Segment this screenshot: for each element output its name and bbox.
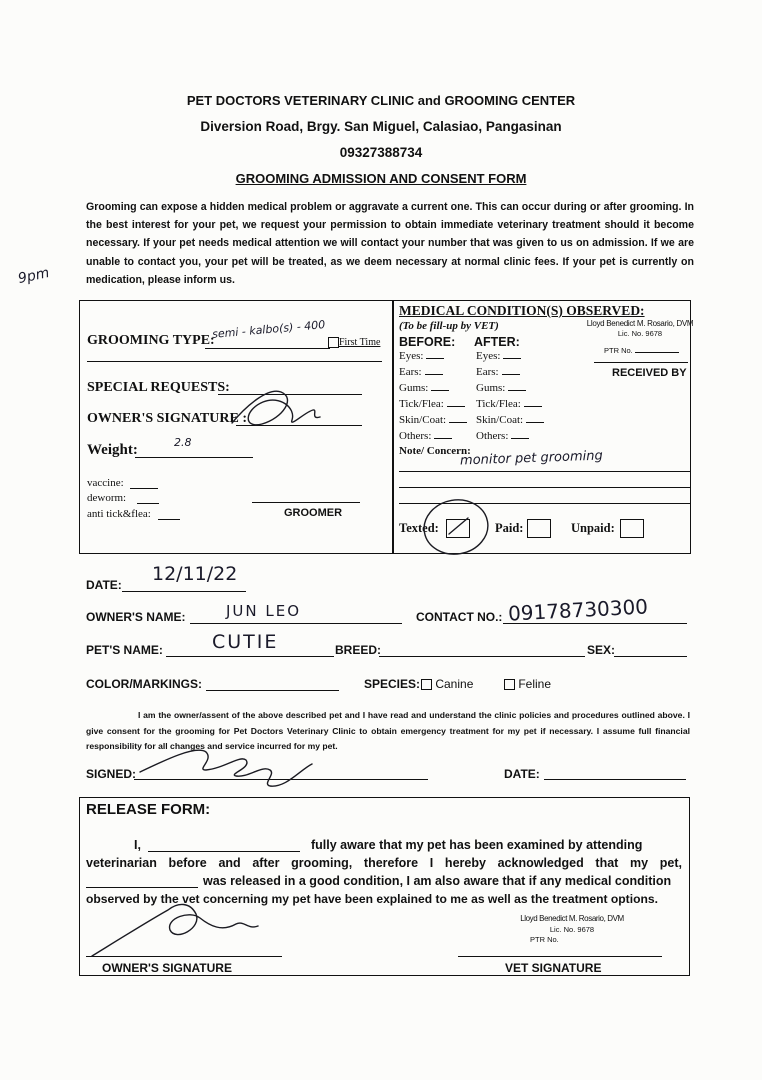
canine-label: Canine — [435, 677, 474, 691]
signed-signature-scribble — [140, 750, 312, 786]
medical-row-label: Tick/Flea: — [399, 398, 444, 410]
medical-row-label: Tick/Flea: — [476, 398, 521, 410]
signed-label: SIGNED: — [86, 767, 137, 781]
note-value: monitor pet grooming — [459, 448, 603, 469]
medical-row-after — [476, 366, 520, 378]
medical-row-blank[interactable] — [431, 390, 449, 391]
medical-row-blank[interactable] — [426, 358, 444, 359]
grooming-type-line2 — [87, 361, 382, 362]
vet-stamp-bottom-ptr: PTR No. — [530, 935, 559, 944]
intro-paragraph: Grooming can expose a hidden medical problem or aggravate a current one. This can occur during or after grooming. In the best interest for your pet, we request your permission to obtain immediate veterinary treatment should it become necessary. If your pet needs medical attention we will contact your number that was given to us on admission. If we are unable to contact you, your pet will be treated, as we deem necessary at normal clinic fees. If your pet is currently on medication, please inform us. — [86, 201, 694, 286]
vet-sig-label: VET SIGNATURE — [505, 961, 602, 975]
weight-value: 2.8 — [174, 436, 192, 449]
medical-row-label: Eyes: — [399, 350, 424, 362]
panel-divider — [392, 300, 394, 553]
release-text-2: veterinarian before and after grooming, therefore I hereby acknowledged that my pet, — [86, 856, 682, 870]
texted-label: Texted: — [399, 521, 439, 535]
medical-row-before — [399, 414, 467, 426]
antitick-line[interactable] — [158, 519, 180, 520]
groomer-line[interactable] — [252, 502, 360, 503]
vet-sig-line[interactable] — [458, 956, 662, 957]
medical-row-before — [399, 382, 449, 394]
medical-title: MEDICAL CONDITION(S) OBSERVED: — [399, 303, 645, 318]
medical-row-label: Eyes: — [476, 350, 501, 362]
owner-name-label: OWNER'S NAME: — [86, 610, 186, 624]
note-line-2[interactable] — [399, 487, 691, 488]
note-line-1[interactable] — [399, 471, 691, 472]
medical-row-after — [476, 398, 542, 410]
medical-row-label: Ears: — [399, 366, 422, 378]
owner-signature-line[interactable] — [236, 425, 362, 426]
date2-label: DATE: — [504, 767, 540, 781]
paid-label: Paid: — [495, 521, 524, 535]
medical-row-after — [476, 382, 526, 394]
medical-row-after — [476, 414, 544, 426]
medical-row-blank[interactable] — [449, 422, 467, 423]
medical-row-blank[interactable] — [503, 358, 521, 359]
medical-row-blank[interactable] — [434, 438, 452, 439]
note-label: Note/ Concern: — [399, 445, 471, 457]
received-by-label: RECEIVED BY — [612, 367, 687, 379]
consent-paragraph: I am the owner/assent of the above described pet and I have read and understand the clinic policies and procedures outlined above. I give consent for the grooming for Pet Doctors Veterinary Clinic to obtain emergency treatment for my pet if necessary. I assume full financial responsibility for all changes and service incurred for my pet. — [86, 710, 690, 751]
pet-name-value: CUTIE — [212, 631, 279, 653]
paid-checkbox[interactable] — [527, 519, 551, 538]
medical-row-label: Others: — [476, 430, 509, 442]
received-by-line[interactable] — [594, 362, 688, 363]
feline-option[interactable] — [504, 677, 551, 691]
antitick-label: anti tick&flea: — [87, 508, 151, 520]
medical-row-label: Skin/Coat: — [476, 414, 524, 426]
form-title: GROOMING ADMISSION AND CONSENT FORM — [235, 171, 527, 186]
vet-stamp-ptr — [604, 346, 679, 355]
release-text-3: was released in a good condition, I am also aware that if any medical condition — [203, 874, 672, 888]
contact-label: CONTACT NO.: — [416, 610, 503, 624]
medical-row-blank[interactable] — [508, 390, 526, 391]
vet-stamp-bottom-name: Lloyd Benedict M. Rosario, DVM — [520, 914, 624, 923]
date-line[interactable] — [122, 591, 246, 592]
feline-checkbox[interactable] — [504, 679, 515, 690]
medical-row-blank[interactable] — [511, 438, 529, 439]
date-label: DATE: — [86, 578, 122, 592]
medical-row-blank[interactable] — [526, 422, 544, 423]
breed-line[interactable] — [379, 656, 585, 657]
owner-sig-label: OWNER'S SIGNATURE — [102, 961, 232, 975]
medical-row-blank[interactable] — [425, 374, 443, 375]
groomer-label: GROOMER — [284, 507, 343, 519]
release-text-4: observed by the vet concerning my pet have been explained to me as well as the treatment options. — [86, 892, 658, 906]
note-line-3[interactable] — [399, 503, 691, 504]
weight-label: Weight: — [87, 442, 138, 458]
unpaid-checkbox[interactable] — [620, 519, 644, 538]
color-line[interactable] — [206, 690, 339, 691]
medical-row-before — [399, 430, 452, 442]
contact-value: 09178730300 — [507, 594, 649, 626]
medical-row-before — [399, 398, 465, 410]
owner-sig-line[interactable] — [86, 956, 282, 957]
clinic-phone: 09327388734 — [339, 145, 423, 160]
medical-row-label: Skin/Coat: — [399, 414, 447, 426]
medical-row-before — [399, 350, 444, 362]
color-label: COLOR/MARKINGS: — [86, 677, 202, 691]
feline-label: Feline — [518, 677, 552, 691]
medical-row-label: Others: — [399, 430, 432, 442]
canine-checkbox[interactable] — [421, 679, 432, 690]
canine-option[interactable] — [421, 677, 473, 691]
date2-line[interactable] — [544, 779, 686, 780]
deworm-label: deworm: — [87, 492, 127, 504]
medical-row-after — [476, 430, 529, 442]
vet-stamp-ptr-label: PTR No. — [604, 346, 633, 355]
release-i-label: I, — [134, 838, 141, 852]
vaccine-label: vaccine: — [87, 477, 124, 489]
special-requests-line[interactable] — [218, 394, 362, 395]
first-time-label: First Time — [339, 337, 381, 348]
release-owner-line[interactable] — [148, 851, 300, 852]
signed-line[interactable] — [134, 779, 428, 780]
medical-subtitle: (To be fill-up by VET) — [399, 320, 499, 332]
grooming-type-line[interactable] — [205, 348, 330, 349]
vet-stamp-bottom — [512, 914, 632, 944]
vaccine-line[interactable] — [130, 488, 158, 489]
date-value: 12/11/22 — [152, 563, 238, 585]
side-note: 9pm — [16, 264, 51, 288]
weight-line[interactable] — [135, 457, 253, 458]
release-title: RELEASE FORM: — [86, 801, 211, 818]
medical-row-label: Ears: — [476, 366, 499, 378]
clinic-name: PET DOCTORS VETERINARY CLINIC and GROOMING CENTER — [186, 93, 576, 108]
deworm-line[interactable] — [137, 503, 159, 504]
vet-stamp-lic: Lic. No. 9678 — [617, 329, 663, 338]
release-bottom-rule — [79, 975, 690, 976]
before-label: BEFORE: — [399, 335, 456, 349]
medical-row-label: Gums: — [399, 382, 429, 394]
vet-stamp-bottom-lic: Lic. No. 9678 — [549, 925, 595, 934]
first-time-checkbox[interactable] — [328, 337, 339, 348]
pet-name-line[interactable] — [166, 656, 334, 657]
sex-line[interactable] — [614, 656, 687, 657]
after-label: AFTER: — [474, 335, 520, 349]
sex-label: SEX: — [587, 643, 616, 657]
breed-label: BREED: — [335, 643, 382, 657]
medical-row-label: Gums: — [476, 382, 506, 394]
vet-stamp-name: Lloyd Benedict M. Rosario, DVM — [586, 319, 694, 328]
unpaid-label: Unpaid: — [571, 521, 615, 535]
owner-name-value: JUN LEO — [226, 602, 302, 620]
grooming-type-label: GROOMING TYPE: — [87, 333, 215, 348]
clinic-address: Diversion Road, Brgy. San Miguel, Calasiao, Pangasinan — [200, 119, 562, 134]
medical-row-after — [476, 350, 521, 362]
medical-row-before — [399, 366, 443, 378]
release-pet-line[interactable] — [86, 887, 198, 888]
medical-row-blank[interactable] — [447, 406, 465, 407]
owner-name-line[interactable] — [190, 623, 402, 624]
special-requests-label: SPECIAL REQUESTS: — [87, 380, 230, 395]
pet-name-label: PET'S NAME: — [86, 643, 163, 657]
release-text-1: fully aware that my pet has been examined by attending — [311, 838, 643, 852]
owner-signature-label: OWNER'S SIGNATURE : — [87, 411, 247, 426]
vet-stamp-top — [580, 319, 700, 338]
species-label: SPECIES: — [364, 677, 421, 691]
medical-row-blank[interactable] — [502, 374, 520, 375]
texted-checkbox[interactable] — [446, 519, 470, 538]
grooming-type-value: semi - kalbo(s) - 400 — [211, 318, 326, 341]
medical-row-blank[interactable] — [524, 406, 542, 407]
